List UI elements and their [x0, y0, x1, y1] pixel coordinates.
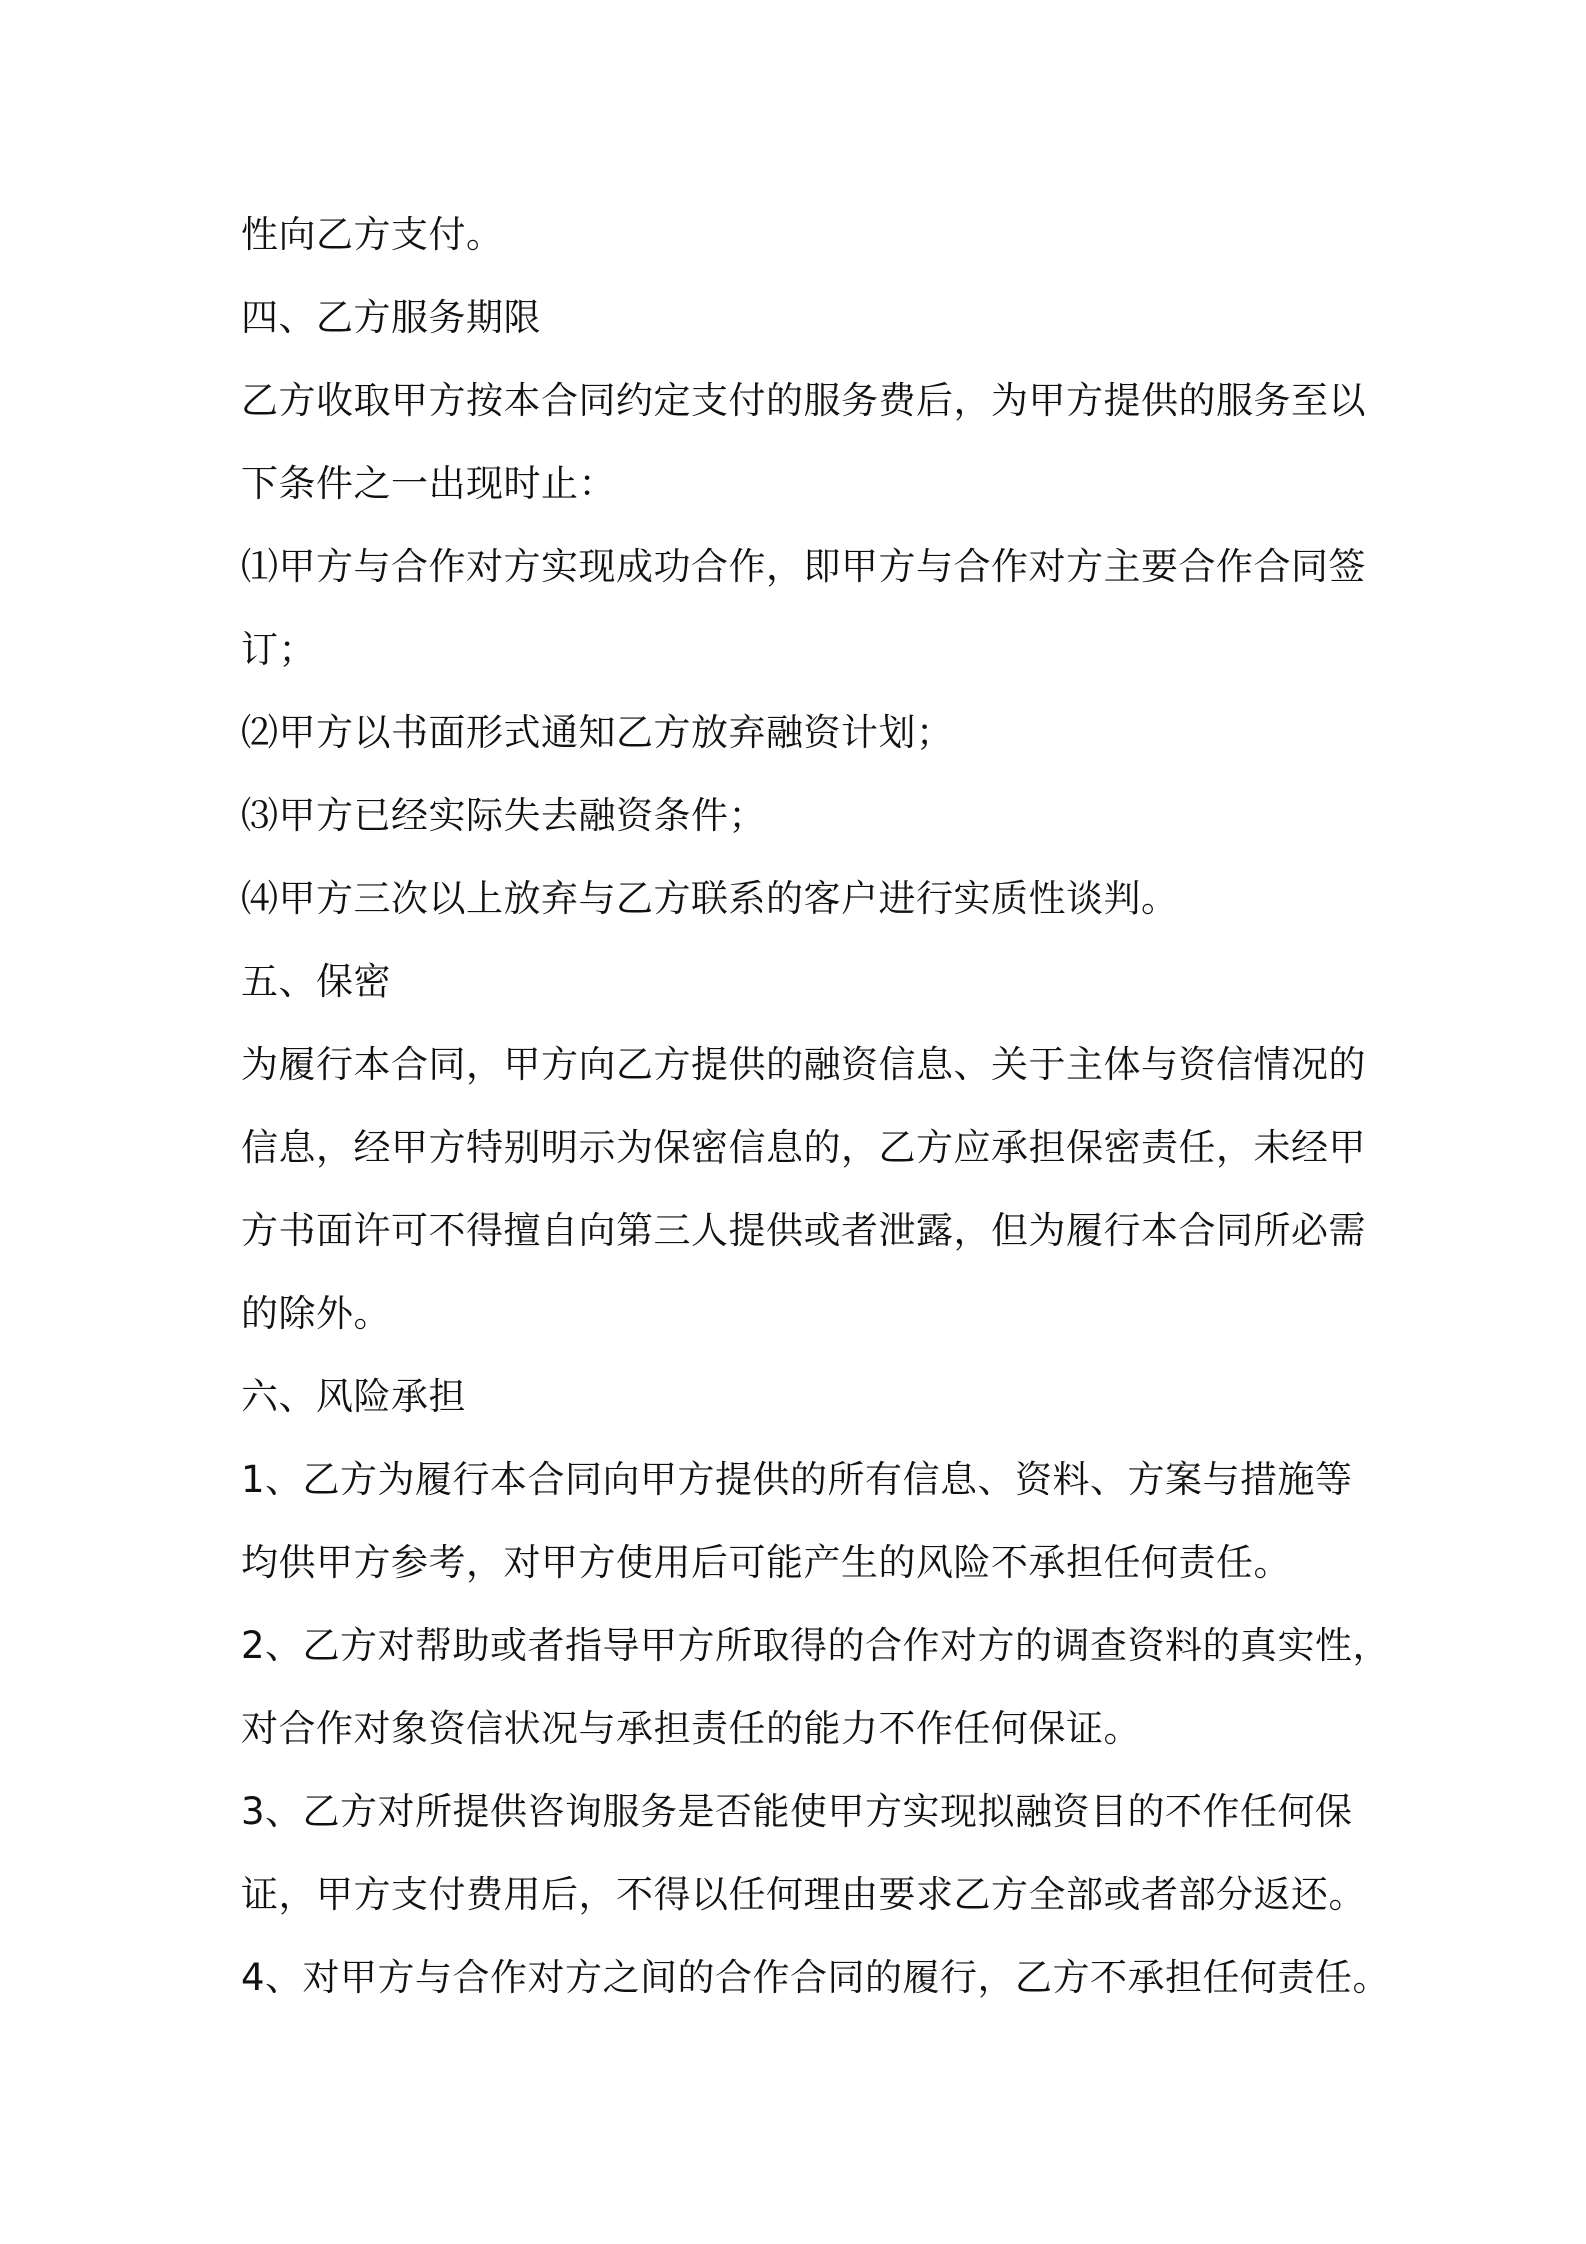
text-line: 方书面许可不得擅自向第三人提供或者泄露，但为履行本合同所必需	[241, 1209, 1366, 1252]
text-line: 下条件之一出现时止：	[241, 462, 616, 505]
list-item: 4、对甲方与合作对方之间的合作合同的履行，乙方不承担任何责任。	[241, 1956, 1391, 1999]
list-item: ⑷甲方三次以上放弃与乙方联系的客户进行实质性谈判。	[241, 877, 1179, 920]
list-item: ⑴甲方与合作对方实现成功合作，即甲方与合作对方主要合作合同签	[241, 545, 1366, 588]
text-line: 订；	[241, 628, 316, 671]
text-line: 的除外。	[241, 1292, 391, 1335]
document-body	[241, 193, 1391, 2019]
text-line: 性向乙方支付。	[241, 213, 504, 256]
list-item: 2、乙方对帮助或者指导甲方所取得的合作对方的调查资料的真实性，	[241, 1624, 1391, 1667]
text-line: 均供甲方参考，对甲方使用后可能产生的风险不承担任何责任。	[241, 1541, 1291, 1584]
list-item: 3、乙方对所提供咨询服务是否能使甲方实现拟融资目的不作任何保	[241, 1790, 1353, 1833]
text-line: 对合作对象资信状况与承担责任的能力不作任何保证。	[241, 1707, 1141, 1750]
text-line: 信息，经甲方特别明示为保密信息的，乙方应承担保密责任，未经甲	[241, 1126, 1366, 1169]
list-item: ⑶甲方已经实际失去融资条件；	[241, 794, 766, 837]
section-heading-service-term: 四、乙方服务期限	[241, 296, 541, 339]
list-item: 1、乙方为履行本合同向甲方提供的所有信息、资料、方案与措施等	[241, 1458, 1353, 1501]
section-heading-confidentiality: 五、保密	[241, 960, 391, 1003]
text-line: 为履行本合同，甲方向乙方提供的融资信息、关于主体与资信情况的	[241, 1043, 1366, 1086]
text-line: 证，甲方支付费用后，不得以任何理由要求乙方全部或者部分返还。	[241, 1873, 1366, 1916]
section-heading-risk: 六、风险承担	[241, 1375, 466, 1418]
text-line: 乙方收取甲方按本合同约定支付的服务费后，为甲方提供的服务至以	[241, 379, 1366, 422]
list-item: ⑵甲方以书面形式通知乙方放弃融资计划；	[241, 711, 954, 754]
